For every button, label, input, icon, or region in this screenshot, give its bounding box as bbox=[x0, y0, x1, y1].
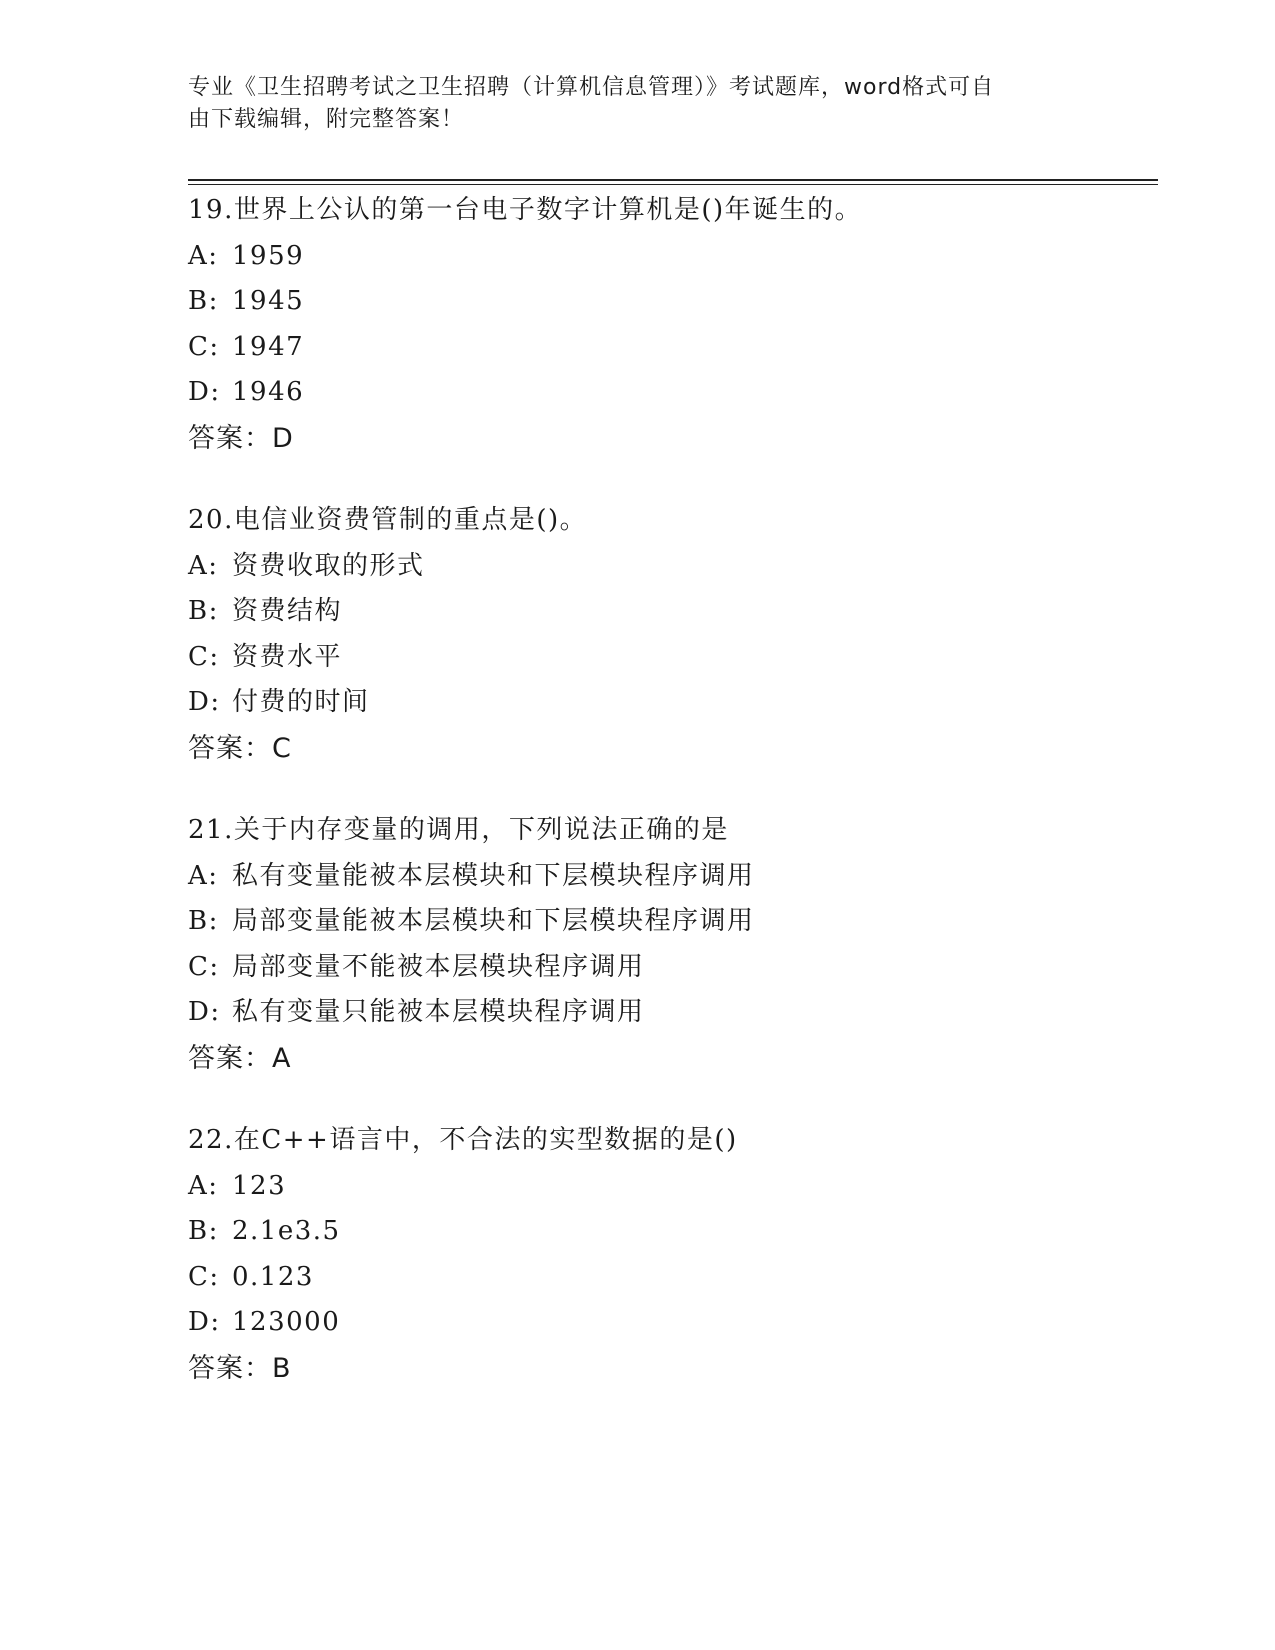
question-title: 19.世界上公认的第一台电子数字计算机是()年诞生的。 bbox=[188, 195, 863, 225]
question-list bbox=[188, 188, 1148, 1428]
option-d bbox=[188, 370, 1148, 416]
option-text: 资费收取的形式 bbox=[232, 550, 425, 581]
document-header bbox=[188, 72, 1088, 136]
option-b bbox=[188, 899, 1148, 945]
option-text: 2.1e3.5 bbox=[232, 1216, 341, 1246]
option-letter: A: bbox=[188, 1170, 219, 1201]
option-c bbox=[188, 1255, 1148, 1301]
option-letter: B: bbox=[188, 1216, 219, 1246]
header-line-1: 专业《卫生招聘考试之卫生招聘（计算机信息管理）》考试题库，word格式可自 bbox=[188, 75, 995, 100]
option-text: 1946 bbox=[232, 377, 305, 407]
option-text: 付费的时间 bbox=[232, 687, 370, 717]
answer-line: 答案：A bbox=[188, 1042, 292, 1074]
option-d bbox=[188, 680, 1148, 726]
option-letter: C: bbox=[188, 331, 220, 362]
option-text: 私有变量只能被本层模块程序调用 bbox=[232, 997, 645, 1027]
option-letter: D: bbox=[188, 377, 221, 407]
option-c bbox=[188, 635, 1148, 681]
question-title: 22.在C++语言中，不合法的实型数据的是() bbox=[188, 1125, 738, 1155]
option-letter: A: bbox=[188, 240, 219, 271]
answer-line: 答案：C bbox=[188, 732, 292, 764]
option-d bbox=[188, 1300, 1148, 1346]
question-19 bbox=[188, 188, 1148, 461]
option-letter: B: bbox=[188, 286, 219, 316]
option-d bbox=[188, 990, 1148, 1036]
option-text: 0.123 bbox=[232, 1261, 314, 1292]
option-letter: C: bbox=[188, 951, 220, 982]
option-letter: C: bbox=[188, 641, 220, 672]
option-c bbox=[188, 945, 1148, 991]
answer-line: 答案：B bbox=[188, 1352, 292, 1384]
option-b bbox=[188, 279, 1148, 325]
option-letter: A: bbox=[188, 550, 219, 581]
option-letter: D: bbox=[188, 997, 221, 1027]
option-a bbox=[188, 1164, 1148, 1210]
question-21 bbox=[188, 808, 1148, 1081]
option-text: 1959 bbox=[232, 240, 305, 271]
option-b bbox=[188, 1209, 1148, 1255]
option-letter: B: bbox=[188, 906, 219, 936]
option-text: 1945 bbox=[232, 286, 305, 316]
question-title: 21.关于内存变量的调用，下列说法正确的是 bbox=[188, 815, 729, 845]
option-letter: D: bbox=[188, 687, 221, 717]
header-line-2: 由下载编辑，附完整答案！ bbox=[188, 107, 465, 132]
option-a bbox=[188, 234, 1148, 280]
option-text: 资费结构 bbox=[232, 596, 343, 626]
option-text: 私有变量能被本层模块和下层模块程序调用 bbox=[232, 860, 755, 891]
question-title: 20.电信业资费管制的重点是()。 bbox=[188, 505, 588, 535]
option-text: 局部变量能被本层模块和下层模块程序调用 bbox=[232, 906, 755, 936]
question-20 bbox=[188, 498, 1148, 771]
option-c bbox=[188, 325, 1148, 371]
question-22 bbox=[188, 1118, 1148, 1391]
option-text: 局部变量不能被本层模块程序调用 bbox=[232, 951, 645, 982]
option-text: 123000 bbox=[232, 1307, 341, 1337]
option-text: 资费水平 bbox=[232, 641, 343, 672]
option-letter: C: bbox=[188, 1261, 220, 1292]
option-letter: D: bbox=[188, 1307, 221, 1337]
option-letter: B: bbox=[188, 596, 219, 626]
option-a bbox=[188, 544, 1148, 590]
answer-line: 答案：D bbox=[188, 422, 294, 454]
option-a bbox=[188, 854, 1148, 900]
option-text: 123 bbox=[232, 1170, 287, 1201]
option-letter: A: bbox=[188, 860, 219, 891]
header-divider bbox=[188, 179, 1158, 185]
option-text: 1947 bbox=[232, 331, 305, 362]
option-b bbox=[188, 589, 1148, 635]
